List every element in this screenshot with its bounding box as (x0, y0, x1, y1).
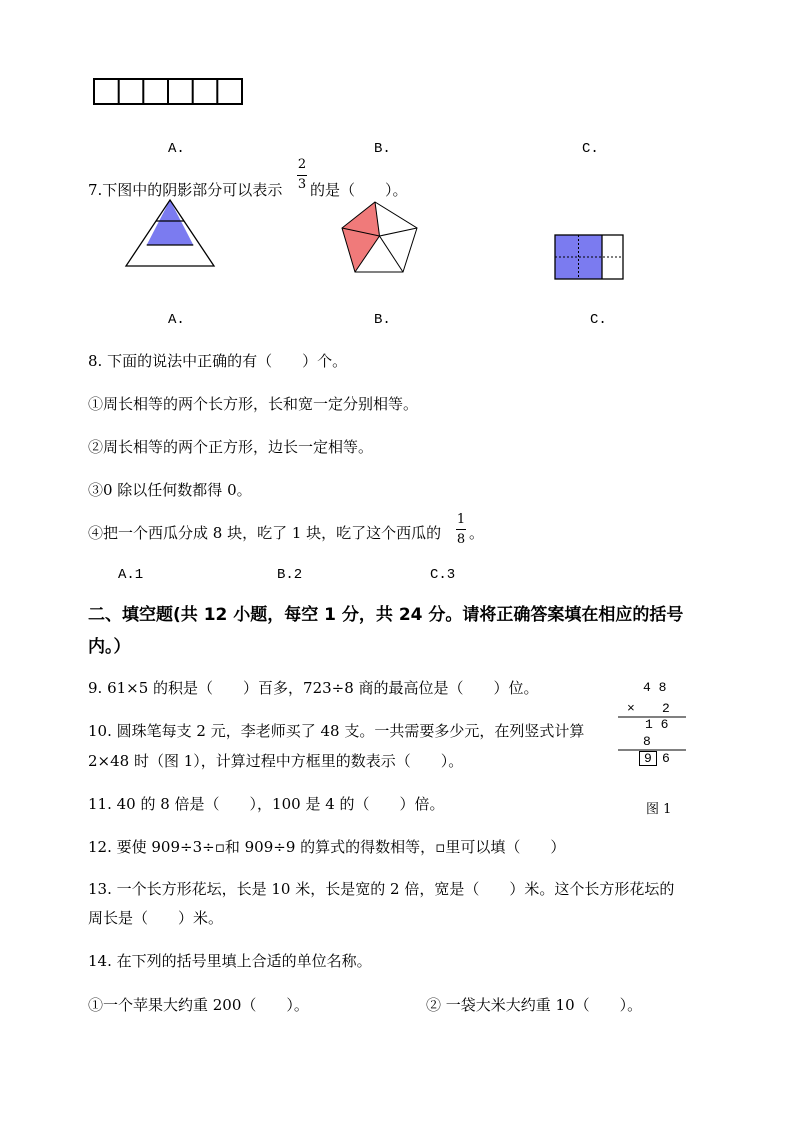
q14-part-1: ①一个苹果大约重 200（ ）。 (88, 996, 309, 1014)
q8-option-c: C.3 (430, 567, 456, 583)
q6-option-c: C. (582, 141, 599, 157)
q7-option-b: B. (374, 312, 391, 328)
q8-statement-2: ②周长相等的两个正方形，边长一定相等。 (88, 438, 374, 456)
q6-option-b: B. (374, 141, 391, 157)
q8-option-a: A.1 (118, 567, 144, 583)
q8-stem: 8. 下面的说法中正确的有（ ）个。 (88, 352, 348, 370)
six-square-strip (93, 78, 245, 106)
fig1-times-sign: × (627, 701, 635, 716)
section-2-heading-line1: 二、填空题(共 12 小题，每空 1 分，共 24 分。请将正确答案填在相应的括号 (88, 605, 684, 625)
q10-line1: 10. 圆珠笔每支 2 元，李老师买了 48 支。一共需要多少元，在列竖式计算 (88, 722, 585, 740)
q14-part-2: ② 一袋大米大约重 10（ ）。 (426, 996, 643, 1014)
q7-fraction-denominator: 3 (297, 177, 307, 192)
q7-stem-before: 7.下图中的阴影部分可以表示 (88, 181, 283, 199)
q6-option-a: A. (168, 141, 185, 157)
q8-statement-3: ③0 除以任何数都得 0。 (88, 481, 252, 499)
q9-text: 9. 61×5 的积是（ ）百多，723÷8 商的最高位是（ ）位。 (88, 679, 539, 697)
q8-option-b: B.2 (277, 567, 303, 583)
q13-line1: 13. 一个长方形花坛，长是 10 米，长是宽的 2 倍，宽是（ ）米。这个长方形花坛的 (88, 880, 675, 898)
q8-statement-4: ④把一个西瓜分成 8 块，吃了 1 块，吃了这个西瓜的 (88, 524, 442, 542)
q8-fraction-numerator: 1 (456, 512, 466, 527)
q7-fraction-bar (297, 175, 307, 176)
q12-text: 12. 要使 909÷3÷▫和 909÷9 的算式的得数相等，▫里可以填（ ） (88, 838, 566, 856)
q14-stem: 14. 在下列的括号里填上合适的单位名称。 (88, 952, 372, 970)
fig1-multiplier: 2 (662, 701, 670, 716)
q8-statement-1: ①周长相等的两个长方形，长和宽一定分别相等。 (88, 395, 419, 413)
fig1-multiplicand: 4 8 (643, 680, 667, 695)
q11-text: 11. 40 的 8 倍是（ ），100 是 4 的（ ）倍。 (88, 795, 445, 813)
triangle-shaded-part (147, 200, 194, 245)
fig1-partial-1: 1 6 (645, 717, 669, 732)
q7-option-c: C. (590, 312, 607, 328)
q7-fraction-numerator: 2 (297, 157, 307, 172)
q7-option-a: A. (168, 312, 185, 328)
q7-rectangle-figure (554, 234, 626, 282)
fig1-partial-2: 8 (643, 734, 651, 749)
q8-fraction-bar (456, 529, 466, 530)
q7-stem-after: 的是（ ）。 (310, 181, 408, 199)
section-2-heading-line2: 内。） (88, 637, 131, 657)
q7-pentagon-figure (338, 200, 420, 274)
q8-statement-4-end: 。 (469, 524, 485, 542)
fig1-last-digit: 6 (662, 751, 670, 766)
q10-line2: 2×48 时（图 1），计算过程中方框里的数表示（ ）。 (88, 752, 464, 770)
q13-line2: 周长是（ ）米。 (88, 909, 224, 927)
fig1-boxed-digit: 9 (644, 751, 652, 766)
q7-triangle-figure (124, 198, 216, 268)
q8-fraction-denominator: 8 (456, 532, 466, 547)
fig1-caption: 图 1 (646, 802, 672, 817)
